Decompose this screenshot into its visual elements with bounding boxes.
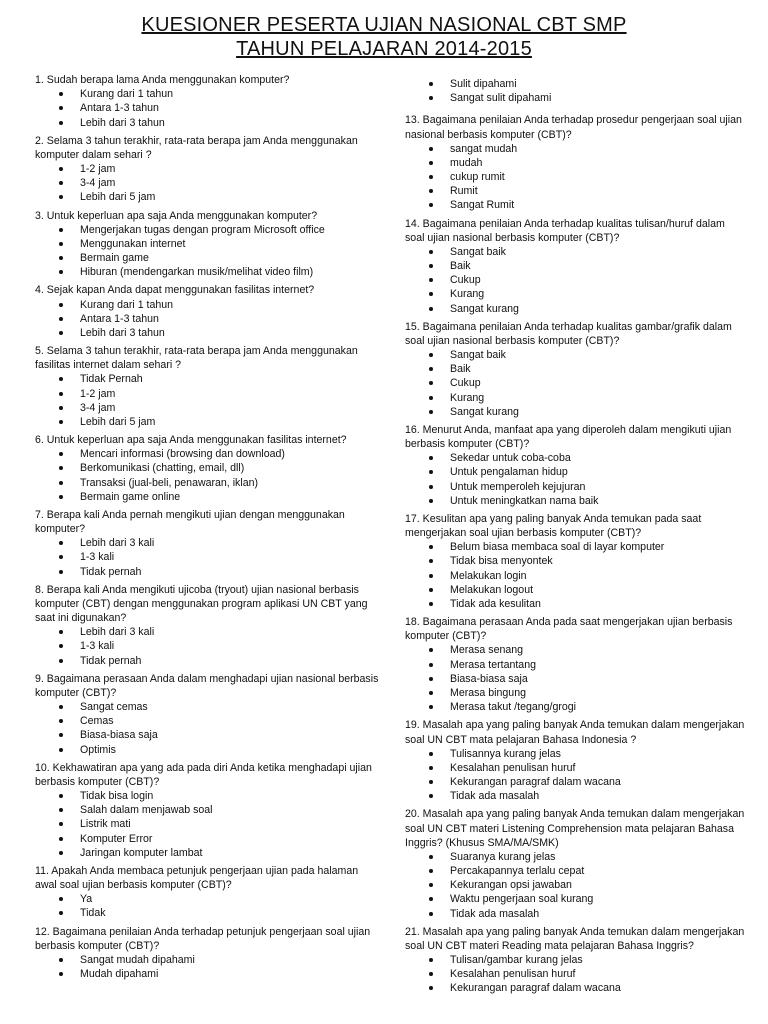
answer-option: 1-3 kali — [35, 639, 380, 653]
answer-option: Merasa tertantang — [405, 658, 745, 672]
answer-option: Ya — [35, 892, 380, 906]
answer-option: Sangat sulit dipahami — [405, 91, 745, 105]
document-title-line-1: KUESIONER PESERTA UJIAN NASIONAL CBT SMP — [141, 14, 627, 36]
answer-option: Tidak — [35, 906, 380, 920]
answer-option: Antara 1-3 tahun — [35, 101, 380, 115]
option-list — [35, 625, 380, 668]
answer-option: Percakapannya terlalu cepat — [405, 864, 745, 878]
answer-option: Kekurangan paragraf dalam wacana — [405, 981, 745, 995]
option-list — [35, 953, 380, 981]
option-list — [35, 700, 380, 757]
answer-option: Lebih dari 3 tahun — [35, 116, 380, 130]
question-text: 21. Masalah apa yang paling banyak Anda temukan dalam mengerjakan soal UN CBT materi Reading mata pelajaran Bahasa Inggris? — [405, 925, 745, 952]
answer-option: Biasa-biasa saja — [35, 728, 380, 742]
answer-option: Jaringan komputer lambat — [35, 846, 380, 860]
question-text: 3. Untuk keperluan apa saja Anda menggunakan komputer? — [35, 209, 318, 222]
answer-option: Salah dalam menjawab soal — [35, 803, 380, 817]
answer-option: Kurang — [405, 287, 745, 301]
question-12-continuation — [405, 77, 745, 105]
answer-option: Cukup — [405, 376, 745, 390]
question-text: 13. Bagaimana penilaian Anda terhadap prosedur pengerjaan soal ujian nasional berbasis komputer (CBT)? — [405, 114, 742, 141]
question-text: 1. Sudah berapa lama Anda menggunakan komputer? — [35, 74, 290, 86]
answer-option: sangat mudah — [405, 142, 745, 156]
question-text: 7. Berapa kali Anda pernah mengikuti ujian dengan menggunakan komputer? — [35, 509, 345, 536]
answer-option: 3-4 jam — [35, 401, 380, 415]
answer-option: cukup rumit — [405, 170, 745, 184]
answer-option: Kurang dari 1 tahun — [35, 87, 380, 101]
question-block — [35, 925, 380, 982]
question-block — [405, 615, 745, 714]
question-block — [35, 672, 380, 757]
answer-option: Komputer Error — [35, 832, 380, 846]
question-text: 14. Bagaimana penilaian Anda terhadap kualitas tulisan/huruf dalam soal ujian nasional berbasis komputer (CBT)? — [405, 217, 725, 244]
option-list — [35, 536, 380, 579]
answer-option: Mencari informasi (browsing dan download) — [35, 447, 380, 461]
question-block — [405, 113, 745, 212]
question-text: 15. Bagaimana penilaian Anda terhadap kualitas gambar/grafik dalam soal ujian nasional berbasis komputer (CBT)? — [405, 320, 732, 347]
answer-option: Melakukan login — [405, 569, 745, 583]
answer-option: Tidak bisa login — [35, 789, 380, 803]
question-block — [405, 423, 745, 508]
answer-option: Lebih dari 3 kali — [35, 625, 380, 639]
answer-option: Hiburan (mendengarkan musik/melihat video film) — [35, 265, 380, 279]
answer-option: Sangat kurang — [405, 405, 745, 419]
answer-option: Tidak bisa menyontek — [405, 554, 745, 568]
answer-option: Tidak Pernah — [35, 372, 380, 386]
answer-option: Suaranya kurang jelas — [405, 850, 745, 864]
question-block — [35, 583, 380, 668]
option-list — [405, 850, 745, 921]
answer-option: Cemas — [35, 714, 380, 728]
answer-option: Sangat baik — [405, 348, 745, 362]
question-block — [35, 344, 380, 429]
option-list — [405, 142, 745, 213]
answer-option: Sekedar untuk coba-coba — [405, 451, 745, 465]
answer-option: Baik — [405, 259, 745, 273]
answer-option: Kurang dari 1 tahun — [35, 298, 380, 312]
question-block — [405, 217, 745, 316]
question-text: 16. Menurut Anda, manfaat apa yang diperoleh dalam mengikuti ujian berbasis komputer (CBT)? — [405, 424, 732, 451]
answer-option: Untuk meningkatkan nama baik — [405, 494, 745, 508]
question-text: 4. Sejak kapan Anda dapat menggunakan fasilitas internet? — [35, 284, 315, 297]
answer-option: Belum biasa membaca soal di layar komputer — [405, 540, 745, 554]
answer-option: Sangat cemas — [35, 700, 380, 714]
question-block — [35, 283, 380, 340]
answer-option: Merasa senang — [405, 643, 745, 657]
question-text: 20. Masalah apa yang paling banyak Anda temukan dalam mengerjakan soal UN CBT materi Listening Comprehension mata pelajaran Bahasa Inggris? (Khusus SMA/MA/SMK) — [405, 808, 745, 849]
answer-option: Kekurangan opsi jawaban — [405, 878, 745, 892]
question-text: 10. Kekhawatiran apa yang ada pada diri Anda ketika menghadapi ujian berbasis komputer (CBT)? — [35, 761, 372, 788]
answer-option: Bermain game — [35, 251, 380, 265]
answer-option: Tidak ada masalah — [405, 907, 745, 921]
answer-option: Merasa bingung — [405, 686, 745, 700]
answer-option: Lebih dari 3 tahun — [35, 326, 380, 340]
question-block — [35, 433, 380, 504]
question-text: 12. Bagaimana penilaian Anda terhadap petunjuk pengerjaan soal ujian berbasis komputer (CBT)? — [35, 925, 371, 952]
question-text: 5. Selama 3 tahun terakhir, rata-rata berapa jam Anda menggunakan fasilitas internet dalam sehari ? — [35, 345, 358, 372]
answer-option: Tulisan/gambar kurang jelas — [405, 953, 745, 967]
question-block — [405, 320, 745, 419]
answer-option: Kurang — [405, 391, 745, 405]
question-text: 11. Apakah Anda membaca petunjuk pengerjaan ujian pada halaman awal soal ujian berbasis komputer (CBT)? — [35, 864, 359, 891]
answer-option: Optimis — [35, 743, 380, 757]
option-list — [35, 372, 380, 429]
answer-option: Kesalahan penulisan huruf — [405, 967, 745, 981]
answer-option: Listrik mati — [35, 817, 380, 831]
option-list — [35, 87, 380, 130]
question-text: 9. Bagaimana perasaan Anda dalam menghadapi ujian nasional berbasis komputer (CBT)? — [35, 672, 379, 699]
question-text: 19. Masalah apa yang paling banyak Anda temukan dalam mengerjakan soal UN CBT mata pelajaran Bahasa Indonesia ? — [405, 719, 745, 746]
left-column — [35, 73, 380, 985]
answer-option: Menggunakan internet — [35, 237, 380, 251]
question-block — [35, 508, 380, 579]
answer-option: Mengerjakan tugas dengan program Microsoft office — [35, 223, 380, 237]
question-block — [405, 718, 745, 803]
answer-option: Sulit dipahami — [405, 77, 745, 91]
option-list — [35, 162, 380, 205]
answer-option: Kesalahan penulisan huruf — [405, 761, 745, 775]
document-title-line-2: TAHUN PELAJARAN 2014-2015 — [236, 38, 532, 60]
right-column — [405, 77, 745, 1000]
option-list — [405, 348, 745, 419]
answer-option: Tulisannya kurang jelas — [405, 747, 745, 761]
answer-option: Kekurangan paragraf dalam wacana — [405, 775, 745, 789]
answer-option: Tidak pernah — [35, 654, 380, 668]
question-text: 17. Kesulitan apa yang paling banyak Anda temukan pada saat mengerjakan soal ujian berbasis komputer (CBT)? — [405, 513, 702, 540]
answer-option: Rumit — [405, 184, 745, 198]
answer-option: Untuk pengalaman hidup — [405, 465, 745, 479]
answer-option: Lebih dari 5 jam — [35, 415, 380, 429]
answer-option: 3-4 jam — [35, 176, 380, 190]
option-list — [405, 245, 745, 316]
question-block — [405, 512, 745, 611]
question-text: 8. Berapa kali Anda mengikuti ujicoba (tryout) ujian nasional berbasis komputer (CBT) dengan menggunakan program aplikasi UN CBT yang saat ini digunakan? — [35, 583, 368, 624]
option-list — [35, 892, 380, 920]
answer-option: 1-2 jam — [35, 162, 380, 176]
answer-option: Untuk memperoleh kejujuran — [405, 480, 745, 494]
answer-option: Antara 1-3 tahun — [35, 312, 380, 326]
question-text: 6. Untuk keperluan apa saja Anda menggunakan fasilitas internet? — [35, 434, 347, 447]
option-list — [405, 643, 745, 714]
question-text: 18. Bagaimana perasaan Anda pada saat mengerjakan ujian berbasis komputer (CBT)? — [405, 616, 733, 643]
option-list — [405, 953, 745, 996]
answer-option: Melakukan logout — [405, 583, 745, 597]
option-list — [405, 540, 745, 611]
answer-option: Sangat baik — [405, 245, 745, 259]
question-block — [35, 761, 380, 860]
answer-option: Tidak pernah — [35, 565, 380, 579]
answer-option: Baik — [405, 362, 745, 376]
option-list — [35, 447, 380, 504]
answer-option: Biasa-biasa saja — [405, 672, 745, 686]
question-text: 2. Selama 3 tahun terakhir, rata-rata berapa jam Anda menggunakan komputer dalam sehari ? — [35, 134, 358, 161]
option-list — [35, 298, 380, 341]
question-block — [35, 134, 380, 205]
answer-option: mudah — [405, 156, 745, 170]
question-block — [35, 209, 380, 280]
answer-option: Lebih dari 5 jam — [35, 190, 380, 204]
answer-option: Sangat Rumit — [405, 198, 745, 212]
question-block — [35, 864, 380, 921]
answer-option: Bermain game online — [35, 490, 380, 504]
answer-option: Waktu pengerjaan soal kurang — [405, 892, 745, 906]
answer-option: Merasa takut /tegang/grogi — [405, 700, 745, 714]
option-list — [35, 223, 380, 280]
answer-option: Cukup — [405, 273, 745, 287]
answer-option: Lebih dari 3 kali — [35, 536, 380, 550]
answer-option: Sangat kurang — [405, 302, 745, 316]
question-block — [35, 73, 380, 130]
option-list — [405, 451, 745, 508]
answer-option: 1-2 jam — [35, 387, 380, 401]
answer-option: Berkomunikasi (chatting, email, dll) — [35, 461, 380, 475]
option-list — [35, 789, 380, 860]
answer-option: Tidak ada masalah — [405, 789, 745, 803]
answer-option: Mudah dipahami — [35, 967, 380, 981]
question-block — [405, 807, 745, 920]
answer-option: 1-3 kali — [35, 550, 380, 564]
option-list — [405, 747, 745, 804]
answer-option: Transaksi (jual-beli, penawaran, iklan) — [35, 476, 380, 490]
question-block — [405, 925, 745, 996]
answer-option: Tidak ada kesulitan — [405, 597, 745, 611]
answer-option: Sangat mudah dipahami — [35, 953, 380, 967]
